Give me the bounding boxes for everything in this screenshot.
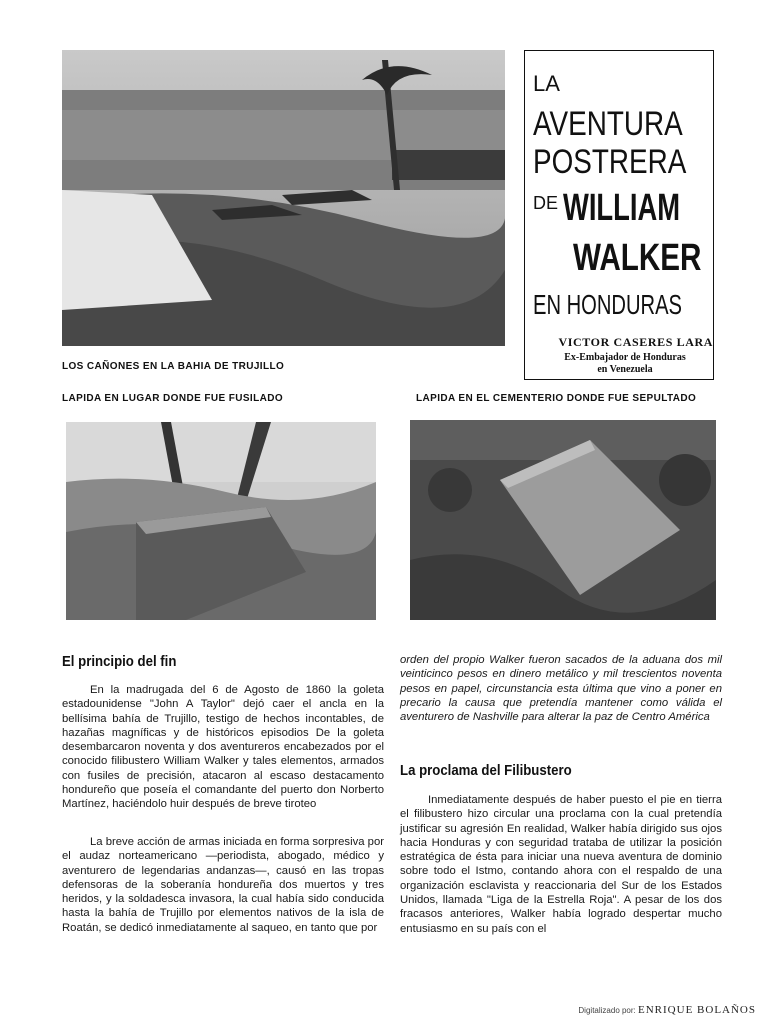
- paragraph-principio-2: [62, 835, 384, 935]
- title-postrera: POSTRERA: [533, 143, 687, 181]
- title-de: DE: [533, 193, 559, 213]
- brand-logo-text: ENRIQUE BOLAÑOS: [638, 1004, 756, 1016]
- photo-lapida-fusilado: [66, 422, 376, 620]
- paragraph-principio-2-text: La breve acción de armas iniciada en forma sorpresiva por el audaz norteamericano —periodista, abogado, médico y aventurero de legendarias andanzas—, causó en las tropas defensoras de la soberanía hondureña dos muertos y tres heridos, y la soldadesca invasora, la cual había sido conducida hasta la bahía de Trujillo por elementos nativos de la isla de Roatán, se dedicó inmediatamente al saqueo, en tanto que por: [62, 836, 384, 934]
- paragraph-proclama-1: [400, 793, 722, 936]
- photo-canones-bahia: [62, 50, 505, 346]
- caption-lapida-cementerio: LAPIDA EN EL CEMENTERIO DONDE FUE SEPULTADO: [416, 393, 697, 404]
- title-la: LA: [533, 71, 560, 96]
- paragraph-continued: orden del propio Walker fueron sacados de la aduana dos mil veinticinco pesos en dinero metálico y mil trescientos noventa pesos en papel, circunstancia esta última que vino a poner en precario la causa que pretendía mantener como válida el aventurero de Nashville para alterar la paz de Centro América: [400, 654, 722, 724]
- title-walker: WALKER: [573, 237, 702, 279]
- title-box: [524, 50, 714, 380]
- digitalization-credit: [578, 1004, 756, 1016]
- author-role-2: en Venezuela: [597, 364, 653, 375]
- title-en-honduras: EN HONDURAS: [533, 289, 682, 320]
- caption-canones: LOS CAÑONES EN LA BAHIA DE TRUJILLO: [62, 361, 285, 372]
- paragraph-principio-1: [62, 683, 384, 812]
- paragraph-principio-1-text: En la madrugada del 6 de Agosto de 1860 la goleta estadounidense "John A Taylor" dejó caer el ancla en la bellísima bahía de Trujillo, testigo de hechos incontables, de hazañas magníficas y de históricos episodios De la goleta desembarcaron noventa y dos aventureros encabezados por el conocido filibustero William Walker y tales elementos, armados con fusiles de precisión, atacaron al escaso destacamento hondureño que poseía el comandante del puerto don Norberto Martínez, haciéndolo huir después de breve tiroteo: [62, 684, 384, 811]
- heading-proclama: La proclama del Filibustero: [400, 762, 572, 779]
- title-william: WILLIAM: [563, 187, 681, 229]
- paragraph-proclama-1-text: Inmediatamente después de haber puesto el pie en tierra el filibustero hizo circular una proclama con la cual pretendía justificar su agresión En realidad, Walker había dirigido sus ojos hacia Honduras y con seguridad trataba de utilizar la posición estratégica de ésta para iniciar una nueva aventura de dominio sobre todo el Istmo, contando ahora con el respaldo de una organización esclavista y reaccionaria del Sur de los Estados Unidos, llamada "Liga de la Estrella Roja". A pesar de los dos fracasos anteriores, Walker había logrado despertar mucho entusiasmo en su país con el: [400, 794, 722, 935]
- author-name: VICTOR CASERES LARA: [558, 335, 713, 349]
- heading-principio-del-fin: El principio del fin: [62, 653, 177, 670]
- title-aventura: AVENTURA: [533, 105, 683, 143]
- author-role-1: Ex-Embajador de Honduras: [564, 352, 686, 363]
- digitalizado-label: Digitalizado por:: [578, 1006, 636, 1015]
- caption-lapida-fusilado: LAPIDA EN LUGAR DONDE FUE FUSILADO: [62, 393, 284, 404]
- photo-lapida-cementerio: [410, 420, 716, 620]
